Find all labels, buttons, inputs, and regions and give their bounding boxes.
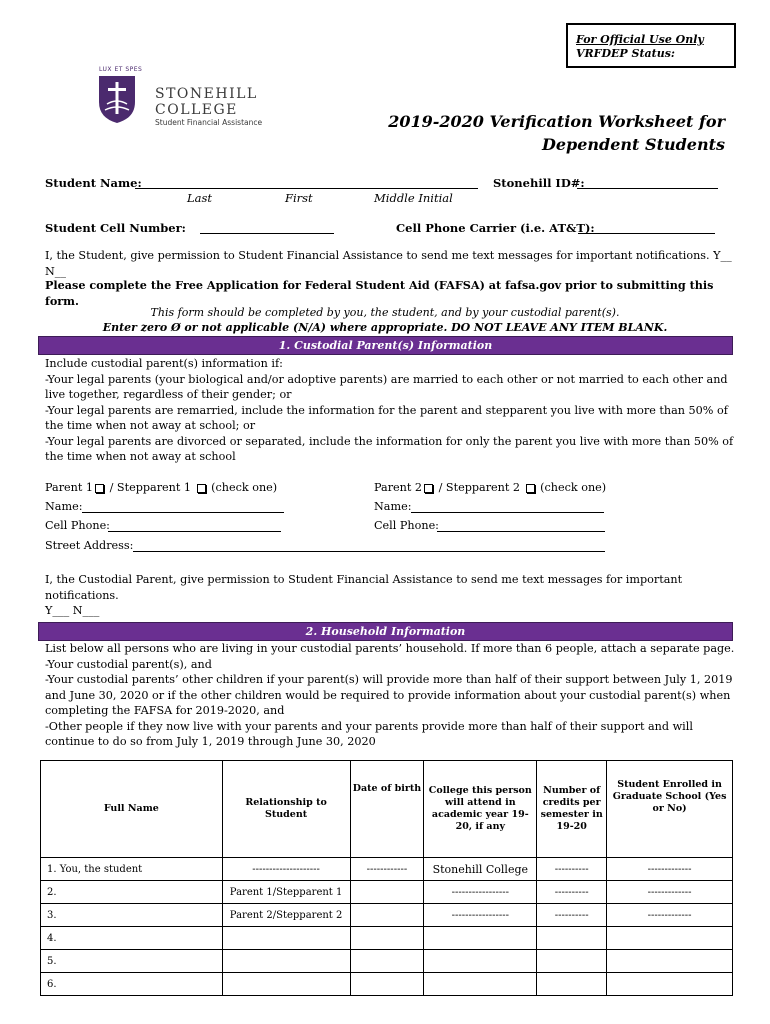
fafsa-notice: Please complete the Free Application for Federal Student Aid (FAFSA) at fafsa.gov prior to submitting this form. xyxy=(45,278,714,308)
student-cell-field[interactable] xyxy=(200,221,334,234)
row-5-college[interactable] xyxy=(424,950,537,973)
table-row xyxy=(41,927,733,950)
row-5-dob[interactable] xyxy=(350,950,424,973)
logo-motto: LUX ET SPES xyxy=(99,66,143,73)
parent-text-permission xyxy=(45,572,735,619)
stonehill-id-field[interactable] xyxy=(577,176,718,189)
row-1-college[interactable]: Stonehill College xyxy=(424,858,537,881)
row-6-grad[interactable] xyxy=(607,973,733,996)
table-row xyxy=(41,950,733,973)
cell-carrier-field[interactable] xyxy=(578,221,715,234)
parent-permission-text: I, the Custodial Parent, give permission to Student Financial Assistance to send me text messages for important notifications. xyxy=(45,573,683,602)
title-line-2: Dependent Students xyxy=(542,135,725,154)
official-use-box xyxy=(566,23,736,68)
parent-1-checkbox[interactable] xyxy=(95,484,104,493)
logo-subtitle: Student Financial Assistance xyxy=(155,118,263,127)
check-one-label: (check one) xyxy=(211,481,278,494)
student-cell-label: Student Cell Number: xyxy=(45,221,186,235)
header-date-of-birth: Date of birth xyxy=(350,761,424,858)
header-relationship: Relationship to Student xyxy=(222,761,350,858)
row-6-college[interactable] xyxy=(424,973,537,996)
row-1-credits[interactable]: ---------- xyxy=(537,858,607,881)
cell-carrier-label: Cell Phone Carrier (i.e. AT&T): xyxy=(396,221,595,235)
row-2-college[interactable]: ----------------- xyxy=(424,881,537,904)
table-row xyxy=(41,973,733,996)
row-3-dob[interactable] xyxy=(350,904,424,927)
section-1-header: 1. Custodial Parent(s) Information xyxy=(38,336,733,355)
section-1-p1: Include custodial parent(s) information if: xyxy=(45,357,283,370)
section-2-p1: List below all persons who are living in your custodial parents’ household. If more than 6 people, attach a separate page. xyxy=(45,642,735,655)
row-4-relationship[interactable] xyxy=(222,927,350,950)
row-2-credits[interactable]: ---------- xyxy=(537,881,607,904)
parent-2-name-field[interactable] xyxy=(411,499,604,513)
stepparent-2-label: / Stepparent 2 xyxy=(435,481,524,494)
parent-1-name-label: Name: xyxy=(45,500,83,513)
row-3-college[interactable]: ----------------- xyxy=(424,904,537,927)
parent-permission-yn: Y___ N___ xyxy=(45,604,100,617)
section-2-p2: -Your custodial parent(s), and xyxy=(45,657,212,671)
shield-icon xyxy=(97,74,137,124)
row-2-name[interactable]: 2. xyxy=(41,881,223,904)
logo-college-name: STONEHILL COLLEGE xyxy=(155,86,258,118)
section-1-p4: -Your legal parents are divorced or separated, include the information for only the parent you live with more than 50% of the time when not away at school xyxy=(45,434,734,463)
row-5-grad[interactable] xyxy=(607,950,733,973)
student-name-label: Student Name: xyxy=(45,176,142,190)
last-name-caption: Last xyxy=(187,191,213,205)
official-use-label: For Official Use Only xyxy=(576,33,704,46)
page-title xyxy=(388,110,725,156)
table-row xyxy=(41,858,733,881)
header-full-name: Full Name xyxy=(41,761,223,858)
parent-2-label: Parent 2 xyxy=(374,481,423,494)
stepparent-2-checkbox[interactable] xyxy=(526,484,535,493)
section-1-p3: -Your legal parents are remarried, include the information for the parent and stepparent you live with more than 50% of the time when not away at school; or xyxy=(45,403,728,432)
section-2-p3: -Your custodial parents’ other children if your parent(s) will provide more than half of their support between July 1, 2019 and June 30, 2020 or if the other children would be required to provide information about your custodial parent(s) when completing the FAFSA for 2019-2020, and xyxy=(45,673,733,717)
row-6-credits[interactable] xyxy=(537,973,607,996)
row-3-name[interactable]: 3. xyxy=(41,904,223,927)
section-1-intro xyxy=(45,356,735,465)
college-logo xyxy=(93,66,343,130)
parent-2-checkline xyxy=(374,480,606,496)
parent-1-checkline xyxy=(45,480,277,496)
table-header-row xyxy=(41,761,733,858)
row-1-dob[interactable]: ------------ xyxy=(350,858,424,881)
row-5-credits[interactable] xyxy=(537,950,607,973)
row-3-relationship[interactable]: Parent 2/Stepparent 2 xyxy=(222,904,350,927)
instructions-line-2: Enter zero Ø or not applicable (N/A) where appropriate. DO NOT LEAVE ANY ITEM BLANK. xyxy=(102,321,668,334)
section-2-intro xyxy=(45,641,735,750)
row-4-college[interactable] xyxy=(424,927,537,950)
parent-1-label: Parent 1 xyxy=(45,481,94,494)
parent-2-cell-field[interactable] xyxy=(437,518,605,532)
row-1-name[interactable]: 1. You, the student xyxy=(41,858,223,881)
table-row xyxy=(41,881,733,904)
household-table xyxy=(40,760,733,996)
row-5-relationship[interactable] xyxy=(222,950,350,973)
row-1-grad[interactable]: ------------- xyxy=(607,858,733,881)
row-6-relationship[interactable] xyxy=(222,973,350,996)
vrfdep-status-label: VRFDEP Status: xyxy=(576,47,675,60)
header-graduate-school: Student Enrolled in Graduate School (Yes or No) xyxy=(607,761,733,858)
row-2-grad[interactable]: ------------- xyxy=(607,881,733,904)
row-4-grad[interactable] xyxy=(607,927,733,950)
stepparent-1-checkbox[interactable] xyxy=(197,484,206,493)
row-3-grad[interactable]: ------------- xyxy=(607,904,733,927)
section-2-p4: -Other people if they now live with your parents and your parents provide more than half of their support and will continue to do so from July 1, 2019 through June 30, 2020 xyxy=(45,719,693,748)
row-2-relationship[interactable]: Parent 1/Stepparent 1 xyxy=(222,881,350,904)
first-name-caption: First xyxy=(285,191,313,205)
parent-1-cell-field[interactable] xyxy=(108,518,281,532)
street-address-field[interactable] xyxy=(133,538,605,552)
row-6-dob[interactable] xyxy=(350,973,424,996)
parent-2-checkbox[interactable] xyxy=(424,484,433,493)
row-5-name[interactable]: 5. xyxy=(41,950,223,973)
student-text-permission: I, the Student, give permission to Student Financial Assistance to send me text messages for important notifications. Y__ N__ xyxy=(45,249,732,278)
middle-initial-caption: Middle Initial xyxy=(374,191,453,205)
row-2-dob[interactable] xyxy=(350,881,424,904)
header-college: College this person will attend in academic year 19-20, if any xyxy=(424,761,537,858)
check-one-label: (check one) xyxy=(540,481,607,494)
parent-1-name-field[interactable] xyxy=(82,499,284,513)
row-3-credits[interactable]: ---------- xyxy=(537,904,607,927)
parent-2-cell-label: Cell Phone: xyxy=(374,519,439,532)
student-name-field[interactable] xyxy=(135,176,478,189)
instructions-line-1: This form should be completed by you, the student, and by your custodial parent(s). xyxy=(150,306,620,319)
row-4-credits[interactable] xyxy=(537,927,607,950)
header-credits: Number of credits per semester in 19-20 xyxy=(537,761,607,858)
section-1-p2: -Your legal parents (your biological and/or adoptive parents) are married to each other or not married to each other and live together, regardless of their gender; or xyxy=(45,372,728,401)
row-4-name[interactable]: 4. xyxy=(41,927,223,950)
stepparent-1-label: / Stepparent 1 xyxy=(106,481,195,494)
parent-2-name-label: Name: xyxy=(374,500,412,513)
row-6-name[interactable]: 6. xyxy=(41,973,223,996)
parent-1-cell-label: Cell Phone: xyxy=(45,519,110,532)
stonehill-id-label: Stonehill ID#: xyxy=(493,176,585,190)
table-row xyxy=(41,904,733,927)
street-address-label: Street Address: xyxy=(45,539,134,552)
section-2-header: 2. Household Information xyxy=(38,622,733,641)
row-4-dob[interactable] xyxy=(350,927,424,950)
title-line-1: 2019-2020 Verification Worksheet for xyxy=(388,112,725,131)
row-1-relationship[interactable]: -------------------- xyxy=(222,858,350,881)
